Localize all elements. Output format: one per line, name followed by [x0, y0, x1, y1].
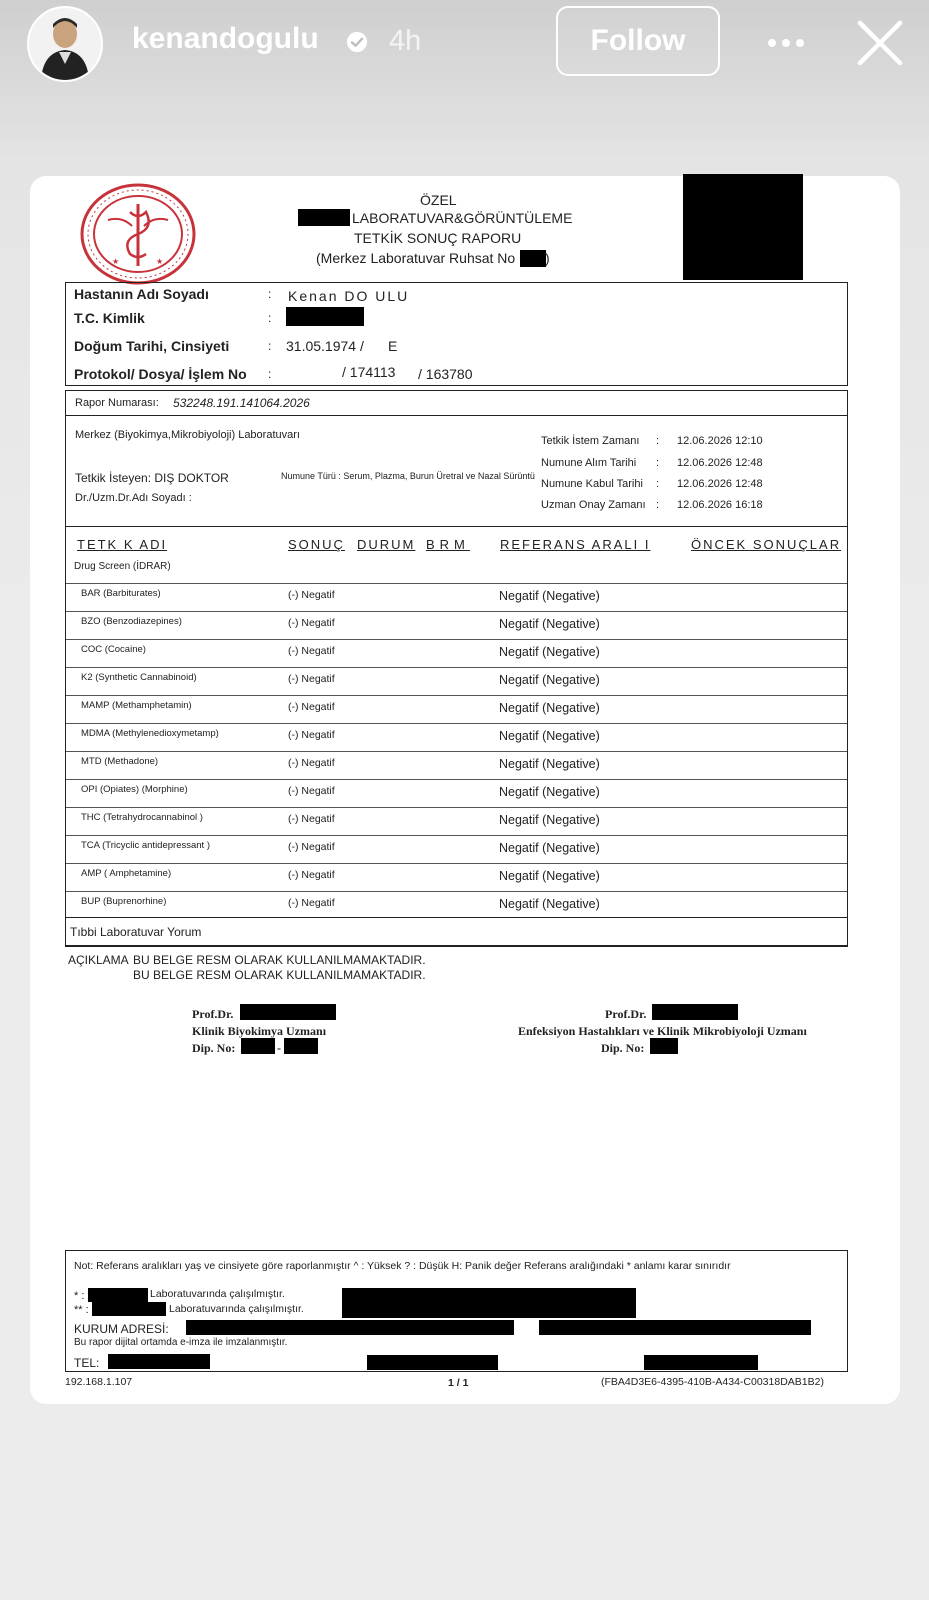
time-ago: 4h — [389, 25, 422, 57]
test-name: THC (Tetrahydrocannabinol ) — [81, 812, 203, 823]
colon: : — [268, 339, 272, 353]
table-row — [66, 807, 847, 808]
table-row — [66, 779, 847, 780]
esign-note: Bu rapor dijital ortamda e-imza ile imzalanmıştır. — [74, 1337, 288, 1348]
test-result: (-) Negatif — [288, 701, 335, 713]
table-row — [66, 751, 847, 752]
redaction — [88, 1288, 148, 1302]
table-row — [66, 891, 847, 892]
colon: : — [656, 499, 660, 511]
lab-name: Merkez (Biyokimya,Mikrobiyoloji) Laboratuvarı — [75, 429, 300, 441]
time-label: Tetkik İstem Zamanı — [541, 435, 640, 447]
username[interactable]: kenandogulu — [132, 22, 319, 55]
redaction-photo — [683, 174, 803, 280]
birth-value: 31.05.1974 / — [286, 338, 364, 354]
test-result: (-) Negatif — [288, 589, 335, 601]
test-reference: Negatif (Negative) — [499, 729, 600, 743]
table-row — [66, 695, 847, 696]
time-value: 12.06.2026 12:48 — [677, 478, 763, 490]
test-name: AMP ( Amphetamine) — [81, 868, 172, 879]
col-test: TETK K ADI — [77, 537, 168, 552]
star2-text: Laboratuvarında çalışılmıştır. — [169, 1303, 304, 1315]
title-line-1: ÖZEL — [420, 192, 457, 208]
lab-report-document — [30, 176, 900, 1404]
tel-label: TEL: — [74, 1356, 100, 1370]
signer-dip-label: Dip. No: — [601, 1041, 645, 1055]
more-icon[interactable] — [766, 28, 806, 58]
note-label: AÇIKLAMA — [68, 953, 129, 967]
test-name: BUP (Buprenorhine) — [81, 896, 167, 907]
footer-guid: (FBA4D3E6-4395-410B-A434-C00318DAB1B2) — [601, 1376, 824, 1388]
redaction — [342, 1288, 636, 1318]
sex-value: E — [388, 338, 398, 354]
test-reference: Negatif (Negative) — [499, 785, 600, 799]
test-reference: Negatif (Negative) — [499, 673, 600, 687]
lab-info-box — [65, 415, 848, 527]
report-number-label: Rapor Numarası: — [75, 397, 159, 409]
table-row — [66, 863, 847, 864]
test-result: (-) Negatif — [288, 813, 335, 825]
table-row — [66, 835, 847, 836]
test-reference: Negatif (Negative) — [499, 841, 600, 855]
redaction — [241, 1038, 275, 1054]
test-name: COC (Cocaine) — [81, 644, 146, 655]
test-result: (-) Negatif — [288, 645, 335, 657]
signer-role: Klinik Biyokimya Uzmanı — [192, 1024, 327, 1038]
signer-dip-label: Dip. No: — [192, 1041, 236, 1055]
note-line-2: BU BELGE RESM OLARAK KULLANILMAMAKTADIR. — [133, 968, 426, 982]
col-status: DURUM — [357, 537, 416, 552]
star1-prefix: * : — [74, 1290, 85, 1302]
colon: : — [268, 287, 272, 301]
redaction — [539, 1320, 811, 1335]
test-result: (-) Negatif — [288, 785, 335, 797]
test-result: (-) Negatif — [288, 841, 335, 853]
group-label: Drug Screen (İDRAR) — [74, 561, 171, 572]
lab-comment-box — [65, 917, 848, 947]
colon: : — [656, 478, 660, 490]
redaction — [240, 1004, 336, 1020]
time-label: Numune Alım Tarihi — [541, 457, 637, 469]
test-reference: Negatif (Negative) — [499, 869, 600, 883]
footer-note: Not: Referans aralıkları yaş ve cinsiyete göre raporlanmıştır ^ : Yüksek ? : Düşük H: Panik değer Referans aralığındaki * anlamı karar sınırıdır — [74, 1260, 731, 1272]
test-name: MTD (Methadone) — [81, 756, 159, 767]
test-result: (-) Negatif — [288, 757, 335, 769]
close-icon[interactable] — [855, 18, 905, 68]
svg-text:★: ★ — [156, 257, 164, 266]
table-row — [66, 583, 847, 584]
test-name: K2 (Synthetic Cannabinoid) — [81, 672, 197, 683]
follow-button[interactable]: Follow — [556, 6, 720, 76]
protocol-dosya: / 174113 — [342, 364, 396, 380]
time-label: Uzman Onay Zamanı — [541, 499, 646, 511]
note-line-1: BU BELGE RESM OLARAK KULLANILMAMAKTADIR. — [133, 953, 426, 967]
redaction — [644, 1355, 758, 1370]
test-name: BZO (Benzodiazepines) — [81, 616, 182, 627]
test-name: BAR (Barbiturates) — [81, 588, 161, 599]
results-table — [65, 526, 848, 946]
report-number: 532248.191.141064.2026 — [173, 396, 310, 410]
patient-name-label: Hastanın Adı Soyadı — [74, 286, 209, 302]
dash: - — [277, 1041, 281, 1055]
colon: : — [656, 435, 660, 447]
title-line-4: (Merkez Laboratuvar Ruhsat No — [316, 250, 516, 266]
signer-role: Enfeksiyon Hastalıkları ve Klinik Mikrobiyoloji Uzmanı — [518, 1024, 807, 1038]
avatar[interactable] — [27, 6, 103, 82]
title-line-2: LABORATUVAR&GÖRÜNTÜLEME — [352, 210, 573, 226]
colon: : — [656, 457, 660, 469]
title-line-3: TETKİK SONUÇ RAPORU — [354, 230, 522, 246]
star1-text: Laboratuvarında çalışılmıştır. — [150, 1288, 285, 1300]
col-unit: BRM — [426, 537, 470, 552]
test-name: OPI (Opiates) (Morphine) — [81, 784, 188, 795]
redaction — [286, 307, 364, 326]
test-reference: Negatif (Negative) — [499, 645, 600, 659]
redaction — [298, 209, 350, 226]
star2-prefix: ** : — [74, 1304, 89, 1316]
table-row — [66, 611, 847, 612]
protocol-label: Protokol/ Dosya/ İşlem No — [74, 366, 247, 382]
lab-comment-label: Tıbbi Laboratuvar Yorum — [70, 925, 202, 939]
verified-badge-icon — [346, 31, 368, 53]
test-reference: Negatif (Negative) — [499, 897, 600, 911]
footer-page: 1 / 1 — [448, 1377, 469, 1389]
test-reference: Negatif (Negative) — [499, 617, 600, 631]
table-row — [66, 639, 847, 640]
patient-name-value: Kenan DO ULU — [288, 288, 410, 304]
test-reference: Negatif (Negative) — [499, 813, 600, 827]
redaction — [108, 1354, 210, 1369]
test-reference: Negatif (Negative) — [499, 757, 600, 771]
time-value: 12.06.2026 16:18 — [677, 499, 763, 511]
signer-title: Prof.Dr. — [605, 1007, 647, 1021]
col-result: SONUÇ — [288, 537, 345, 552]
test-reference: Negatif (Negative) — [499, 589, 600, 603]
ministry-seal-icon — [78, 182, 198, 286]
redaction — [186, 1320, 514, 1335]
story-header — [0, 0, 929, 90]
test-result: (-) Negatif — [288, 897, 335, 909]
footer-ip: 192.168.1.107 — [65, 1376, 133, 1388]
col-previous: ÖNCEK SONUÇLAR — [691, 537, 842, 552]
birth-label: Doğum Tarihi, Cinsiyeti — [74, 338, 230, 354]
test-name: TCA (Tricyclic antidepressant ) — [81, 840, 210, 851]
footer-box — [65, 1250, 848, 1372]
col-reference: REFERANS ARALI I — [500, 537, 651, 552]
test-result: (-) Negatif — [288, 869, 335, 881]
tc-id-label: T.C. Kimlik — [74, 310, 145, 326]
test-result: (-) Negatif — [288, 617, 335, 629]
address-label: KURUM ADRESİ: — [74, 1322, 169, 1336]
sample-type: Numune Türü : Serum, Plazma, Burun Üretral ve Nazal Sürüntü — [281, 471, 535, 481]
colon: : — [268, 311, 272, 325]
redaction — [650, 1038, 678, 1054]
report-number-box — [65, 390, 848, 416]
redaction — [367, 1355, 498, 1370]
test-name: MAMP (Methamphetamin) — [81, 700, 192, 711]
colon: : — [268, 367, 272, 381]
requester: Tetkik İsteyen: DIŞ DOKTOR — [75, 471, 229, 485]
redaction — [284, 1038, 318, 1054]
test-name: MDMA (Methylenedioxymetamp) — [81, 728, 219, 739]
redaction — [652, 1004, 738, 1020]
protocol-islem: / 163780 — [418, 366, 473, 382]
patient-info-box — [65, 282, 848, 386]
test-reference: Negatif (Negative) — [499, 701, 600, 715]
svg-text:★: ★ — [112, 257, 120, 266]
table-row — [66, 667, 847, 668]
test-result: (-) Negatif — [288, 673, 335, 685]
time-value: 12.06.2026 12:10 — [677, 435, 763, 447]
redaction — [92, 1302, 166, 1316]
time-value: 12.06.2026 12:48 — [677, 457, 763, 469]
redaction — [520, 250, 546, 267]
signer-title: Prof.Dr. — [192, 1007, 234, 1021]
time-label: Numune Kabul Tarihi — [541, 478, 643, 490]
table-row — [66, 723, 847, 724]
doctor-label: Dr./Uzm.Dr.Adı Soyadı : — [75, 492, 192, 504]
title-paren: ) — [545, 250, 550, 266]
test-result: (-) Negatif — [288, 729, 335, 741]
